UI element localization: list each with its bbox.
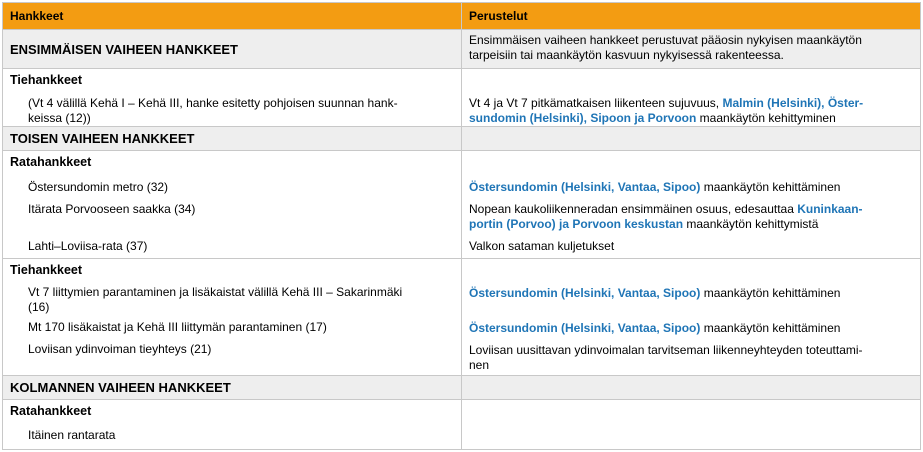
phase1-note-line2: tarpeisiin tai maankäytön kasvuun nykyisessä rakenteessa. (469, 48, 784, 62)
header-hankkeet: Hankkeet (3, 3, 462, 30)
phase2-title: TOISEN VAIHEEN HANKKEET (3, 127, 462, 151)
list-item: keissa (12)) (28, 111, 91, 125)
phase3-rail-cell (3, 400, 462, 450)
reason-text: maankäytön kehittäminen (700, 180, 841, 194)
phase3-title: KOLMANNEN VAIHEEN HANKKEET (3, 376, 462, 400)
phase1-title: ENSIMMÄISEN VAIHEEN HANKKEET (3, 30, 462, 69)
reason-highlight: Malmin (Helsinki), Öster- (722, 96, 864, 110)
list-item: Loviisan ydinvoiman tieyhteys (21) (28, 342, 212, 356)
reason-text: maankäytön kehittäminen (700, 321, 841, 335)
reason-highlight: Östersundomin (Helsinki, Vantaa, Sipoo) (469, 286, 701, 300)
reason-highlight: Kuninkaan- (797, 202, 863, 216)
phase1-road-reason (462, 69, 921, 127)
table-header-row (3, 3, 921, 30)
phase1-road-cell (3, 69, 462, 127)
list-item: Mt 170 lisäkaistat ja Kehä III liittymän parantaminen (17) (28, 320, 327, 334)
reason-text: nen (469, 358, 490, 372)
reason-text: Nopean kaukoliikenneradan ensimmäinen osuus, edesauttaa (469, 202, 798, 216)
phase1-note (462, 30, 921, 69)
list-item: Itärata Porvooseen saakka (34) (28, 202, 196, 216)
reason-text: maankäytön kehittyminen (696, 111, 836, 125)
reason-highlight: portin (Porvoo) ja Porvoon keskustan (469, 217, 684, 231)
list-item: Östersundomin metro (32) (28, 180, 169, 194)
phase2-rail-row (3, 151, 921, 259)
reason-highlight: sundomin (Helsinki), Sipoon ja Porvoon (469, 111, 697, 125)
phase1-row (3, 30, 921, 69)
phase3-rail-row (3, 400, 921, 450)
reason-text: maankäytön kehittäminen (700, 286, 841, 300)
list-item: (Vt 4 välillä Kehä I – Kehä III, hanke esitetty pohjoisen suunnan hank- (28, 96, 398, 110)
phase2-road-reasons (462, 259, 921, 376)
projects-table (2, 2, 921, 450)
reason-highlight: Östersundomin (Helsinki, Vantaa, Sipoo) (469, 321, 701, 335)
list-item: Itäinen rantarata (28, 428, 116, 442)
phase2-row (3, 127, 921, 151)
phase1-road-row (3, 69, 921, 127)
list-item: Vt 7 liittymien parantaminen ja lisäkaistat välillä Kehä III – Sakarinmäki (28, 285, 403, 299)
reason-text: Valkon sataman kuljetukset (469, 239, 615, 253)
phase2-road-row (3, 259, 921, 376)
group-title: Tiehankkeet (10, 263, 83, 277)
header-perustelut: Perustelut (462, 3, 921, 30)
list-item: Lahti–Loviisa-rata (37) (28, 239, 148, 253)
phase1-note-line1: Ensimmäisen vaiheen hankkeet perustuvat pääosin nykyisen maankäytön (469, 33, 862, 47)
reason-text: Vt 4 ja Vt 7 pitkämatkaisen liikenteen sujuvuus, (469, 96, 723, 110)
phase2-road-cell (3, 259, 462, 376)
group-title: Ratahankkeet (10, 404, 92, 418)
group-title: Ratahankkeet (10, 155, 92, 169)
phase2-rail-cell (3, 151, 462, 259)
phase2-rail-reasons (462, 151, 921, 259)
group-title: Tiehankkeet (10, 73, 83, 87)
reason-highlight: Östersundomin (Helsinki, Vantaa, Sipoo) (469, 180, 701, 194)
reason-text: Loviisan uusittavan ydinvoimalan tarvitseman liikenneyhteyden toteuttami- (469, 343, 863, 357)
list-item: (16) (28, 300, 50, 314)
phase3-row (3, 376, 921, 400)
reason-text: maankäytön kehittymistä (683, 217, 819, 231)
